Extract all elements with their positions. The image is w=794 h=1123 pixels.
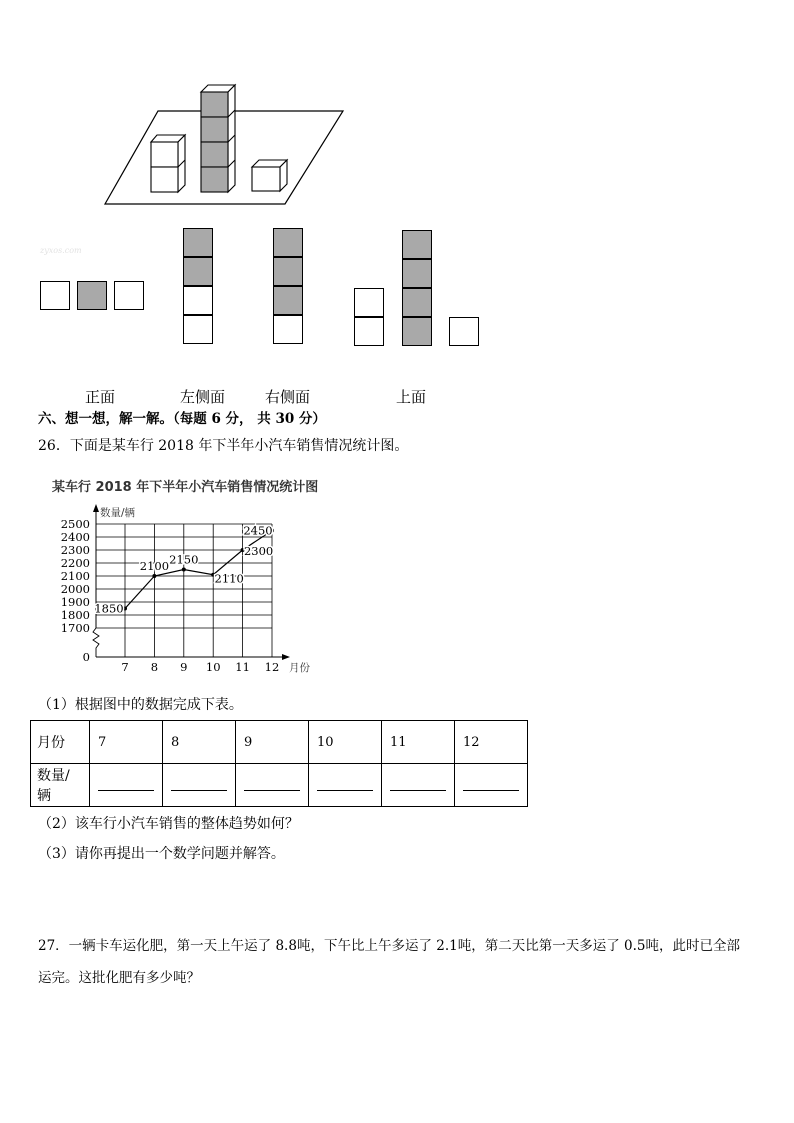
cube-figure — [100, 80, 360, 210]
watermark: zyxos.com — [40, 246, 82, 255]
answer-table — [30, 720, 528, 807]
x-tick-label: 11 — [235, 660, 250, 674]
table-cell: 10 — [309, 721, 382, 764]
data-label: 1850 — [94, 601, 124, 616]
data-label: 2450 — [243, 523, 273, 538]
table-cell: 9 — [236, 721, 309, 764]
left-stack — [151, 135, 185, 192]
table-cell: 12 — [455, 721, 528, 764]
table-row — [31, 721, 528, 764]
tall-stack — [201, 85, 235, 192]
x-axis-label: 月份 — [289, 662, 310, 674]
table-cell: 8 — [163, 721, 236, 764]
single-cube — [252, 160, 287, 191]
data-label: 2300 — [243, 544, 274, 558]
x-tick-label: 10 — [205, 660, 221, 674]
axis-break — [93, 628, 99, 657]
data-point — [182, 568, 186, 572]
q27-line1: 27．一辆卡车运化肥，第一天上午运了 8.8吨，下午比上午多运了 2.1吨，第二天比第一天多运了 0.5吨，此时已全部 — [38, 938, 740, 954]
y-tick-label: 0 — [82, 650, 90, 664]
x-tick-label: 9 — [180, 660, 188, 674]
q27-line2: 运完。这批化肥有多少吨？ — [38, 970, 200, 986]
answer-blank[interactable] — [163, 764, 236, 807]
q26-sub1: （1）根据图中的数据完成下表。 — [38, 697, 243, 713]
data-label: 2100 — [139, 559, 170, 573]
y-tick-label: 2000 — [60, 582, 90, 596]
answer-blank[interactable] — [382, 764, 455, 807]
section-title: 六、想一想，解一解。（每题 6 分， 共 30 分） — [38, 411, 326, 427]
table-header-month: 月份 — [31, 721, 90, 764]
y-tick-label: 2400 — [60, 530, 90, 544]
label-right: 右侧面 — [265, 388, 311, 406]
chart-title: 某车行 2018 年下半年小汽车销售情况统计图 — [52, 480, 319, 495]
q26-stem: 26．下面是某车行 2018 年下半年小汽车销售情况统计图。 — [38, 438, 409, 454]
y-tick-label: 2300 — [60, 543, 90, 557]
y-axis-label: 数量/辆 — [100, 507, 136, 519]
y-tick-label: 1900 — [60, 595, 90, 609]
answer-blank[interactable] — [309, 764, 382, 807]
answer-blank[interactable] — [455, 764, 528, 807]
q26-sub3: （3）请你再提出一个数学问题并解答。 — [38, 846, 285, 862]
x-axis-arrow — [282, 654, 290, 660]
table-header-quantity: 数量/辆 — [31, 764, 90, 807]
q26-sub2: （2）该车行小汽车销售的整体趋势如何？ — [38, 816, 299, 832]
table-row — [31, 764, 528, 807]
y-tick-label: 1800 — [60, 608, 90, 622]
x-tick-label: 12 — [264, 660, 280, 674]
line-chart — [40, 500, 330, 680]
data-point — [152, 574, 156, 578]
table-cell: 7 — [90, 721, 163, 764]
table-cell: 11 — [382, 721, 455, 764]
y-tick-label: 1700 — [60, 621, 90, 635]
label-left: 左侧面 — [180, 388, 226, 406]
data-label: 2110 — [214, 571, 244, 586]
data-label: 2150 — [169, 552, 199, 567]
answer-blank[interactable] — [236, 764, 309, 807]
x-tick-label: 8 — [150, 660, 159, 674]
y-axis-arrow — [93, 504, 99, 512]
y-tick-label: 2500 — [60, 517, 90, 531]
label-front: 正面 — [85, 388, 116, 406]
y-tick-label: 2100 — [60, 569, 90, 583]
label-top: 上面 — [396, 388, 427, 406]
answer-blank[interactable] — [90, 764, 163, 807]
y-tick-label: 2200 — [60, 556, 90, 570]
x-tick-label: 7 — [121, 660, 129, 674]
top-view-single — [449, 317, 479, 346]
